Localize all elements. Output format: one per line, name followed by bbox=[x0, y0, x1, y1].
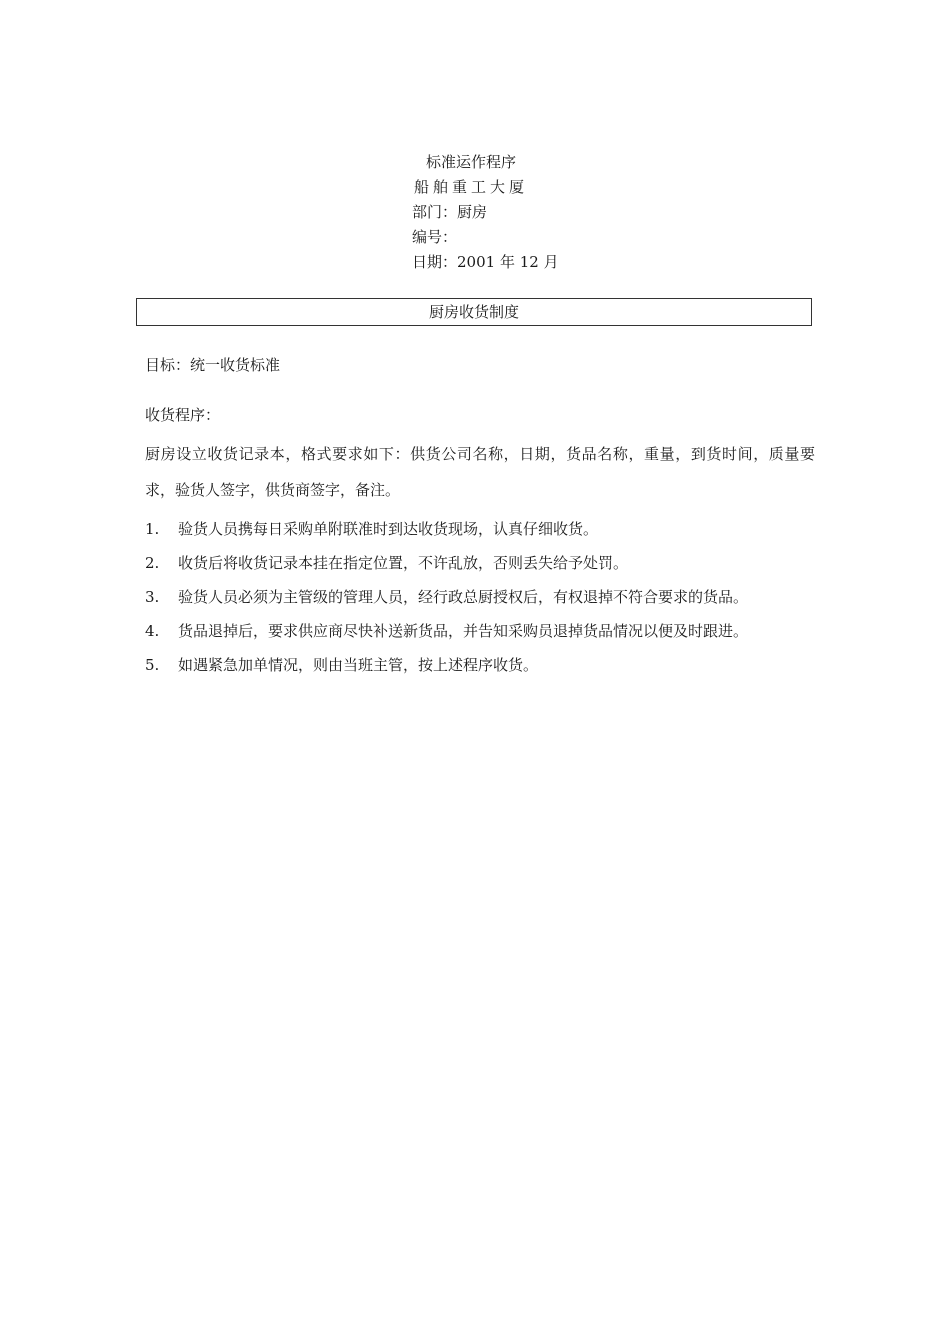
document-title: 厨房收货制度 bbox=[428, 303, 519, 321]
step-number: 1. bbox=[145, 520, 160, 538]
procedure-steps bbox=[145, 512, 815, 682]
list-item bbox=[145, 546, 815, 580]
document-title-box bbox=[136, 298, 812, 326]
objective-text: 目标：统一收货标准 bbox=[145, 356, 281, 374]
step-text: 如遇紧急加单情况，则由当班主管，按上述程序收货。 bbox=[178, 656, 539, 674]
step-text: 验货人员必须为主管级的管理人员，经行政总厨授权后，有权退掉不符合要求的货品。 bbox=[178, 588, 749, 606]
header-company: 船舶重工大厦 bbox=[414, 178, 529, 196]
document-body bbox=[145, 352, 815, 682]
step-number: 5. bbox=[145, 656, 160, 674]
header-number: 编号： bbox=[412, 228, 458, 246]
list-item bbox=[145, 648, 815, 682]
procedure-heading: 收货程序： bbox=[145, 406, 221, 424]
step-text: 验货人员携每日采购单附联准时到达收货现场，认真仔细收货。 bbox=[178, 520, 599, 538]
step-number: 4. bbox=[145, 622, 160, 640]
step-text: 收货后将收货记录本挂在指定位置，不许乱放，否则丢失给予处罚。 bbox=[178, 554, 629, 572]
step-number: 3. bbox=[145, 588, 160, 606]
list-item bbox=[145, 512, 815, 546]
header-department: 部门：厨房 bbox=[412, 203, 488, 221]
list-item bbox=[145, 580, 815, 614]
document-header bbox=[412, 150, 672, 275]
list-item bbox=[145, 614, 815, 648]
header-date: 日期：2001 年 12 月 bbox=[412, 253, 559, 271]
step-text: 货品退掉后，要求供应商尽快补送新货品，并告知采购员退掉货品情况以便及时跟进。 bbox=[178, 622, 749, 640]
header-title: 标准运作程序 bbox=[426, 153, 517, 171]
procedure-intro: 厨房设立收货记录本，格式要求如下：供货公司名称，日期，货品名称，重量，到货时间，质量要求，验货人签字，供货商签字，备注。 bbox=[145, 445, 815, 499]
step-number: 2. bbox=[145, 554, 160, 572]
